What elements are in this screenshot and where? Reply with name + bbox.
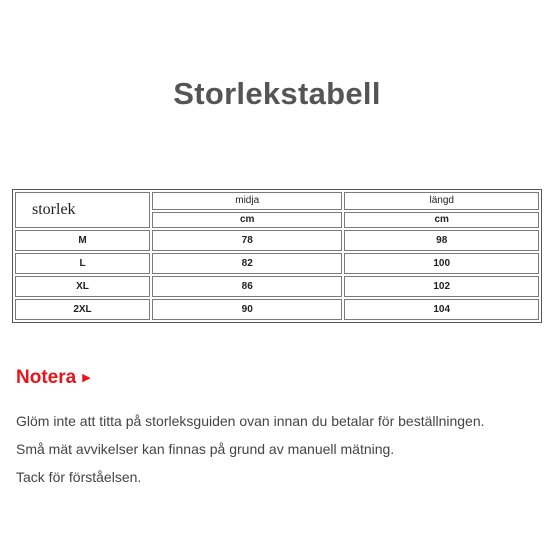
length-unit: cm — [344, 212, 539, 228]
table-row — [15, 253, 539, 274]
note-line: Glöm inte att titta på storleksguiden ovan innan du betalar för beställningen. — [16, 413, 485, 429]
note-heading — [16, 367, 91, 389]
length-cell: 98 — [344, 230, 539, 251]
size-cell: XL — [15, 276, 150, 297]
length-column-header: längd — [344, 192, 539, 210]
table-row — [15, 230, 539, 251]
length-cell: 102 — [344, 276, 539, 297]
waist-cell: 86 — [152, 276, 342, 297]
table-row — [15, 299, 539, 320]
waist-cell: 78 — [152, 230, 342, 251]
table-header-row — [15, 192, 539, 210]
page-title: Storlekstabell — [173, 76, 381, 111]
waist-unit: cm — [152, 212, 342, 228]
length-cell: 104 — [344, 299, 539, 320]
note-heading-label: Notera — [16, 367, 77, 388]
size-cell: L — [15, 253, 150, 274]
size-table — [12, 189, 542, 323]
waist-cell: 90 — [152, 299, 342, 320]
waist-cell: 82 — [152, 253, 342, 274]
size-cell: M — [15, 230, 150, 251]
triangle-right-icon: ▶ — [82, 372, 91, 384]
table-row — [15, 276, 539, 297]
note-line: Små mät avvikelser kan finnas på grund av manuell mätning. — [16, 441, 395, 457]
waist-column-header: midja — [152, 192, 342, 210]
length-cell: 100 — [344, 253, 539, 274]
size-column-header: storlek — [15, 192, 150, 228]
note-line: Tack för förståelsen. — [16, 469, 142, 485]
note-text — [16, 412, 551, 496]
size-cell: 2XL — [15, 299, 150, 320]
